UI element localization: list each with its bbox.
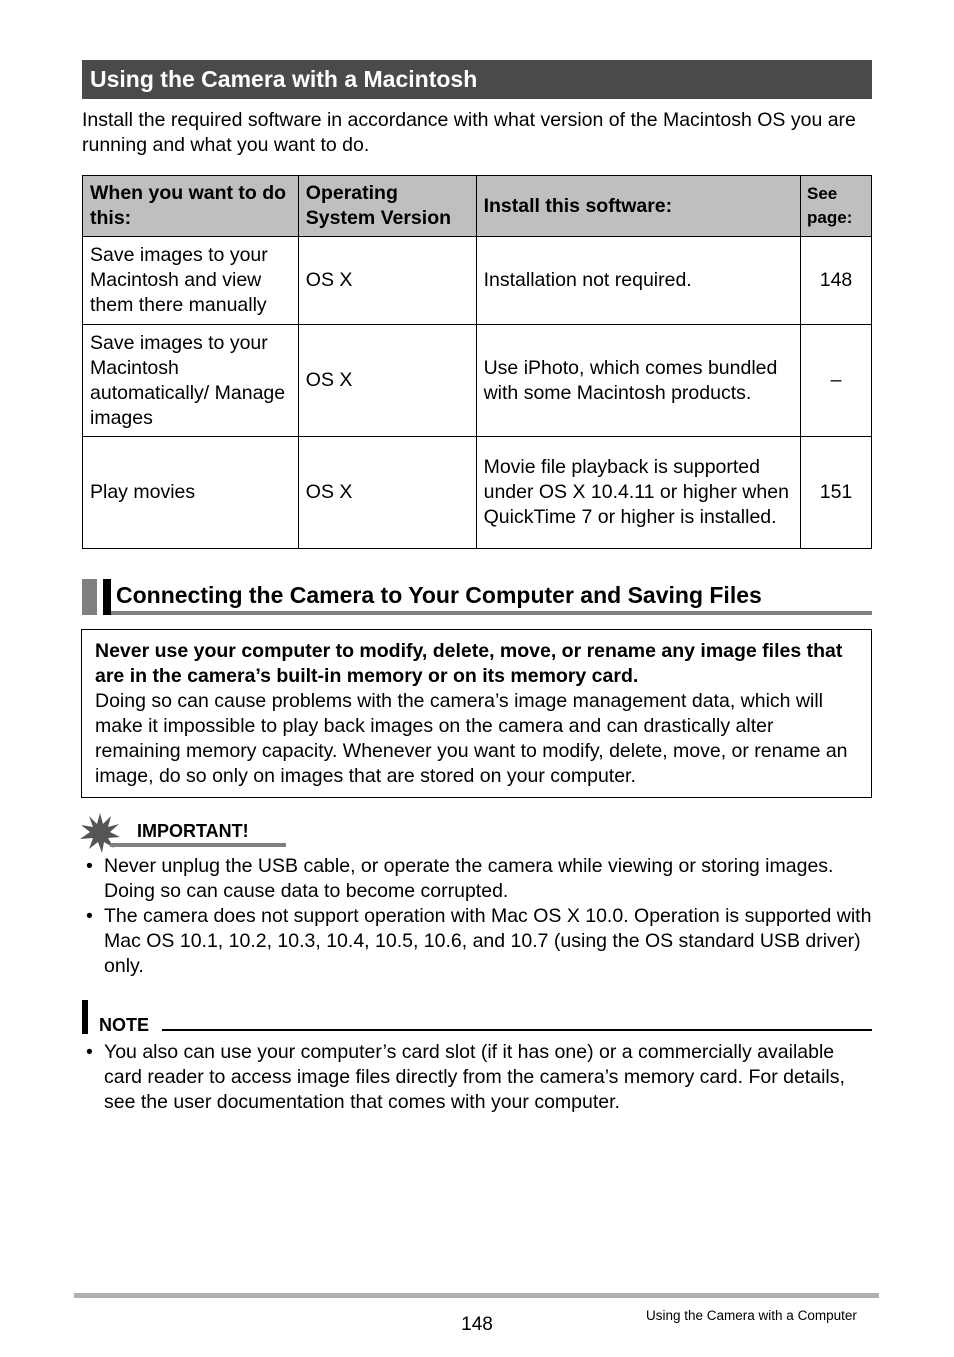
cell-os: OS X	[298, 325, 476, 437]
page-number: 148	[461, 1314, 493, 1335]
important-list	[82, 854, 877, 979]
cell-os: OS X	[298, 237, 476, 325]
cell-task: Play movies	[83, 437, 299, 549]
cell-task: Save images to your Macintosh automatically/ Manage images	[83, 325, 299, 437]
list-item: • Never unplug the USB cable, or operate the camera while viewing or storing images. Doing so can cause data to become corrupted.	[86, 855, 834, 902]
section-underline	[111, 611, 872, 615]
section-marker-gray	[82, 579, 97, 615]
intro-text: Install the required software in accordance with what version of the Macintosh OS you are running and what you want to do.	[82, 109, 856, 156]
page-title: Using the Camera with a Macintosh	[82, 60, 872, 99]
footer-chapter: Using the Camera with a Computer	[646, 1308, 857, 1323]
section-marker-black	[103, 579, 111, 615]
table-row	[83, 325, 872, 437]
cell-page: –	[801, 325, 872, 437]
important-underline	[110, 843, 286, 847]
cell-os: OS X	[298, 437, 476, 549]
cell-page: 148	[801, 237, 872, 325]
note-marker	[82, 1000, 88, 1034]
header-see-page: See page:	[801, 176, 872, 237]
cell-page: 151	[801, 437, 872, 549]
header-software: Install this software:	[476, 176, 800, 237]
software-table	[82, 175, 872, 549]
important-label: IMPORTANT!	[137, 821, 249, 841]
warning-box	[81, 629, 872, 798]
note-rule	[162, 1029, 872, 1031]
cell-software: Installation not required.	[476, 237, 800, 325]
warning-text: Doing so can cause problems with the camera’s image management data, which will make it impossible to play back images on the camera and can drastically alter remaining memory capacity. Whenever you want to modify, delete, move, or rename an image, do so only on images that are stored on your computer.	[95, 690, 848, 787]
header-task: When you want to do this:	[83, 176, 299, 237]
cell-software: Movie file playback is supported under OS X 10.4.11 or higher when QuickTime 7 or higher is installed.	[476, 437, 800, 549]
table-header-row	[83, 176, 872, 237]
footer-rule	[74, 1293, 879, 1298]
warning-bold-text: Never use your computer to modify, delete, move, or rename any image files that are in the camera’s built-in memory or on its memory card.	[95, 640, 843, 687]
cell-task: Save images to your Macintosh and view them there manually	[83, 237, 299, 325]
starburst-icon	[80, 813, 120, 853]
note-list	[82, 1040, 877, 1115]
cell-software: Use iPhoto, which comes bundled with some Macintosh products.	[476, 325, 800, 437]
list-item: • The camera does not support operation with Mac OS X 10.0. Operation is supported with Mac OS 10.1, 10.2, 10.3, 10.4, 10.5, 10.6, and 10.7 (using the OS standard USB driver) only.	[86, 905, 872, 977]
header-os-version: Operating System Version	[298, 176, 476, 237]
note-label: NOTE	[99, 1015, 150, 1035]
table-row	[83, 237, 872, 325]
list-item: • You also can use your computer’s card slot (if it has one) or a commercially available card reader to access image files directly from the camera’s memory card. For details, see the user documentation that comes with your computer.	[86, 1041, 845, 1113]
section-title: Connecting the Camera to Your Computer and Saving Files	[116, 582, 762, 608]
table-row	[83, 437, 872, 549]
